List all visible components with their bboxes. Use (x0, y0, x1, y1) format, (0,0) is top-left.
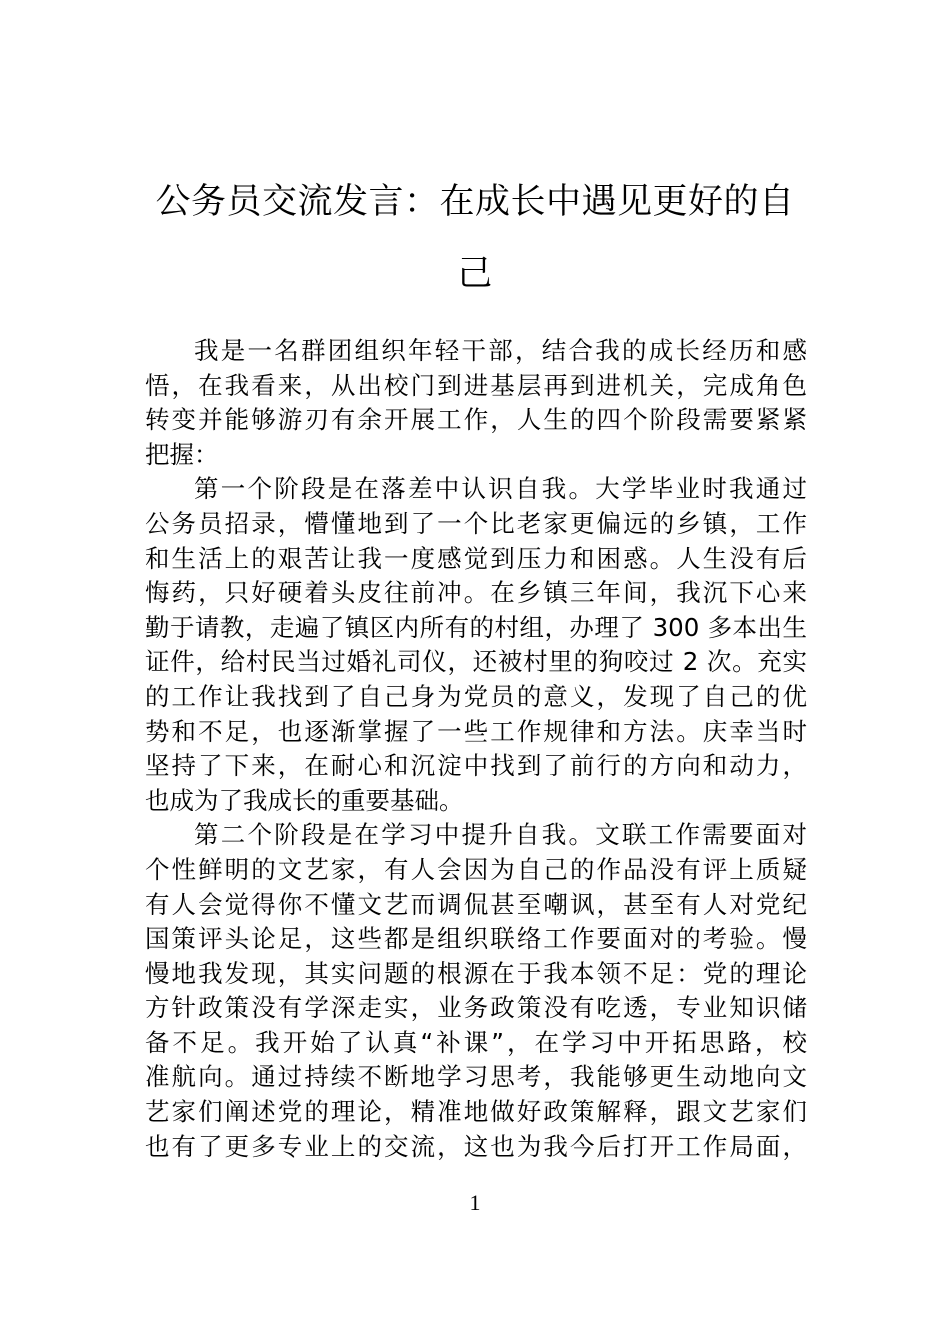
text-line: 第二个阶段是在学习中提升自我。文联工作需要面对 (194, 820, 807, 850)
paragraph-intro (145, 334, 807, 472)
text-line: 把握： (145, 439, 219, 469)
text-line: 悔药，只好硬着头皮往前冲。在乡镇三年间，我沉下心来 (145, 578, 807, 608)
text-line: 艺家们阐述党的理论，精准地做好政策解释，跟文艺家们 (145, 1097, 807, 1127)
text-line: 证件，给村民当过婚礼司仪，还被村里的狗咬过 2 次。充实 (145, 647, 807, 677)
text-line: 勤于请教，走遍了镇区内所有的村组，办理了 300 多本出生 (145, 612, 807, 642)
title-line: 公务员交流发言：在成长中遇见更好的自 (155, 182, 795, 222)
text-line: 也成为了我成长的重要基础。 (145, 785, 464, 815)
text-line: 备不足。我开始了认真“补课”，在学习中开拓思路，校 (145, 1027, 807, 1057)
text-line: 准航向。通过持续不断地学习思考，我能够更生动地向文 (145, 1062, 807, 1092)
text-line: 悟，在我看来，从出校门到进基层再到进机关，完成角色 (145, 370, 807, 400)
text-line: 公务员招录，懵懂地到了一个比老家更偏远的乡镇，工作 (145, 508, 807, 538)
text-line: 有人会觉得你不懂文艺而调侃甚至嘲讽，甚至有人对党纪 (145, 889, 807, 919)
text-line: 也有了更多专业上的交流，这也为我今后打开工作局面， (145, 1131, 807, 1161)
text-line: 势和不足，也逐渐掌握了一些工作规律和方法。庆幸当时 (145, 716, 807, 746)
paragraph-stage-one (145, 472, 807, 818)
document-title (145, 166, 805, 310)
page-number: 1 (469, 1190, 481, 1215)
text-line: 方针政策没有学深走实，业务政策没有吃透，专业知识储 (145, 993, 807, 1023)
document-body (145, 334, 807, 1164)
paragraph-stage-two (145, 818, 807, 1164)
text-line: 我是一名群团组织年轻干部，结合我的成长经历和感 (194, 336, 807, 365)
text-line: 国策评头论足，这些都是组织联络工作要面对的考验。慢 (145, 924, 807, 954)
text-line: 慢地我发现，其实问题的根源在于我本领不足：党的理论 (145, 958, 807, 988)
text-line: 的工作让我找到了自己身为党员的意义，发现了自己的优 (145, 681, 807, 711)
text-line: 个性鲜明的文艺家，有人会因为自己的作品没有评上质疑 (145, 854, 807, 884)
title-line: 己 (457, 254, 493, 294)
text-line: 坚持了下来，在耐心和沉淀中找到了前行的方向和动力， (145, 751, 807, 781)
text-line: 第一个阶段是在落差中认识自我。大学毕业时我通过 (194, 474, 807, 504)
text-line: 转变并能够游刃有余开展工作，人生的四个阶段需要紧紧 (145, 405, 807, 435)
text-line: 和生活上的艰苦让我一度感觉到压力和困惑。人生没有后 (145, 543, 807, 573)
